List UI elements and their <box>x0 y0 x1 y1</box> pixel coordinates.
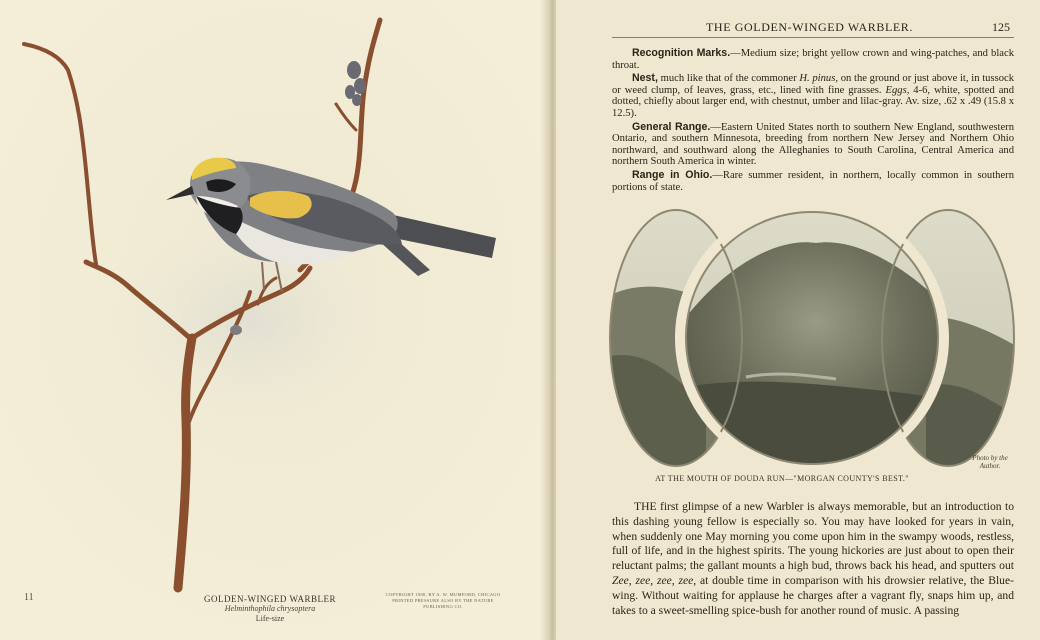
page-number: 125 <box>992 20 1010 34</box>
recognition-marks-paragraph <box>612 48 1014 71</box>
landscape-photograph <box>606 207 1018 469</box>
copyright-notice <box>378 592 508 610</box>
song-transcription: Zee, zee, zee, zee, <box>612 573 697 587</box>
nest-text-2: on the ground or just above it, in tussock or weed clump, of leaves, grass, etc., lined with fine grasses. <box>612 73 1014 96</box>
general-range-text: —Eastern United States north to southern New England, southwestern Ontario, and southern Minnesota, breeding from northern New Jersey and Northern Ohio northward, and southward along the Alleghanies to South Carolina, Central America and northern South America in winter. <box>612 121 1014 168</box>
recognition-marks-label: Recognition Marks. <box>632 47 731 59</box>
plate-caption <box>170 594 370 624</box>
nest-label: Nest, <box>632 72 658 85</box>
nest-species: H. pinus, <box>799 73 838 85</box>
range-in-ohio-text: —Rare summer resident, in northern, locally common in southern portions of state. <box>612 169 1014 193</box>
photo-credit-line-1: Photo by the <box>972 454 1008 462</box>
general-range-label: General Range. <box>632 120 711 133</box>
plate-number: 11 <box>24 592 34 603</box>
page-header <box>612 17 1014 38</box>
running-head: THE GOLDEN-WINGED WARBLER. <box>706 20 914 34</box>
range-in-ohio-label: Range in Ohio. <box>632 168 713 181</box>
main-text-2: at double time in comparison with his drowsier relative, the Blue-wing. Without waiting for applause he charges after a vagrant fly, snaps him up, and takes to a sweet-smelling spice-bush for another round of music. A passing <box>612 573 1014 617</box>
copyright-line-1: COPYRIGHT 1900, BY A. W. MUMFORD, CHICAGO <box>385 592 501 597</box>
nest-paragraph <box>612 73 1014 119</box>
plate-caption-size: Life-size <box>255 614 285 623</box>
range-in-ohio-paragraph <box>612 170 1014 193</box>
eggs-label: Eggs, <box>885 84 910 96</box>
photo-credit-line-2: Author. <box>979 462 1001 470</box>
recognition-marks-text: —Medium size; bright yellow crown and wing-patches, and black throat. <box>612 48 1014 71</box>
general-range-paragraph <box>612 122 1014 168</box>
main-text-1: THE first glimpse of a new Warbler is always memorable, but an introduction to this dashing young fellow is especially so. You may have looked for years in vain, when suddenly one May morning you come upon him in the swampy woods, restless, full of life, and in the highest spirits. The young hickories are just about to open their reluctant palms; the gallant mounts a high bud, throws back his head, and sputters out <box>612 500 1014 573</box>
plate-caption-title: GOLDEN-WINGED WARBLER <box>203 594 337 604</box>
nest-text-1: much like that of the commoner <box>657 73 800 85</box>
photo-credit <box>964 454 1016 470</box>
photo-caption: AT THE MOUTH OF DOUDA RUN—"MORGAN COUNTY'S BEST." <box>655 474 909 483</box>
plate-caption-scientific-name: Helminthophila chrysoptera <box>224 604 316 613</box>
main-text <box>612 500 1014 618</box>
copyright-line-2: PRINTED PRESSURE ALSO BY THE NATURE PUBLISHING CO. <box>392 598 494 609</box>
main-paragraph <box>612 500 1014 618</box>
nest-text-3: 4-6, white, spotted and dotted, chiefly about larger end, with chestnut, umber and lilac-gray. Av. size, .62 x .49 (15.8 x 12.5). <box>612 84 1014 119</box>
species-summary <box>612 48 1014 195</box>
